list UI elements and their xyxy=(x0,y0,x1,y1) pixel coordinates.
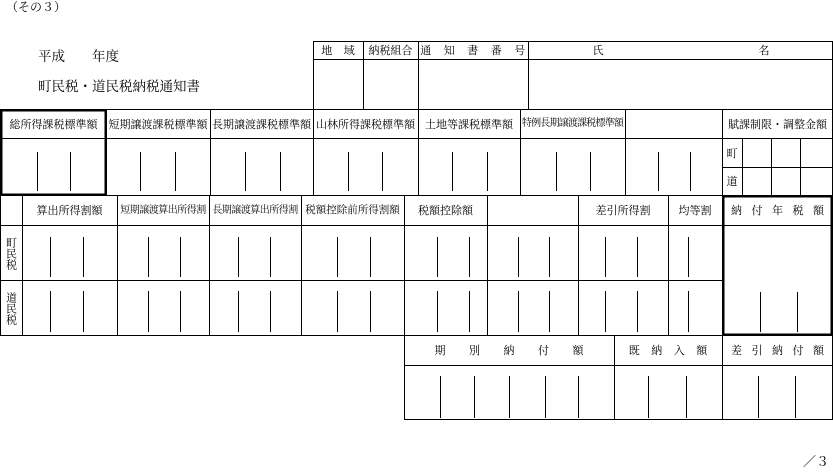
notice-number-label: 通 知 書 番 号 xyxy=(420,44,530,57)
page-number: ／３ xyxy=(803,455,830,470)
town-tax-row-label xyxy=(0,226,22,280)
levy-limit-adjustment-header: 賦課制限・調整金額 xyxy=(728,117,827,131)
income-levy-digit-ticks xyxy=(51,237,798,332)
long-term-transfer-tax-base-header: 長期譲渡課税標準額 xyxy=(212,117,311,131)
before-credit-income-levy-header: 税額控除前所得割額 xyxy=(305,204,400,217)
region-label: 地 域 xyxy=(321,44,359,57)
short-term-calculated-header: 短期譲渡算出所得割 xyxy=(120,204,206,216)
total-income-tax-base-header: 総所得課税標準額 xyxy=(9,117,98,131)
calculated-income-levy-header: 算出所得割額 xyxy=(36,204,103,217)
fiscal-year-label: 平成 年度 xyxy=(38,49,119,65)
payment-digit-ticks xyxy=(441,376,796,418)
prefecture-tax-row-label xyxy=(0,281,22,335)
surname-label: 氏 xyxy=(592,44,604,57)
prefecture-tax-row-text: 道民税 xyxy=(4,291,18,325)
special-long-term-transfer-header: 特例長期譲渡課税標準額 xyxy=(521,118,624,129)
installment-amount-header: 期 別 納 付 額 xyxy=(434,344,594,357)
long-term-calculated-header: 長期譲渡算出所得割 xyxy=(212,204,298,216)
tax-union-label: 納税組合 xyxy=(368,44,413,57)
per-capita-levy-header: 均等割 xyxy=(678,204,712,217)
short-term-transfer-tax-base-header: 短期譲渡課税標準額 xyxy=(108,117,208,131)
balance-due-header: 差 引 納 付 額 xyxy=(731,344,827,357)
net-income-levy-header: 差引所得割 xyxy=(595,204,651,217)
land-tax-base-header: 土地等課税標準額 xyxy=(425,117,513,131)
annual-tax-due-header: 納 付 年 税 額 xyxy=(731,204,827,217)
sheet-label: （その３） xyxy=(6,0,67,14)
tax-base-digit-ticks xyxy=(38,152,691,191)
already-paid-header: 既 納 入 額 xyxy=(628,344,712,357)
document-title: 町民税・道民税納税通知書 xyxy=(38,79,200,95)
levy-limit-town-row-label: 町 xyxy=(726,146,738,160)
levy-limit-prefecture-row-label: 道 xyxy=(726,175,738,188)
tax-credit-header: 税額控除額 xyxy=(418,204,473,217)
given-name-label: 名 xyxy=(758,44,770,57)
town-tax-row-text: 町民税 xyxy=(4,236,18,270)
forest-income-tax-base-header: 山林所得課税標準額 xyxy=(316,117,415,131)
